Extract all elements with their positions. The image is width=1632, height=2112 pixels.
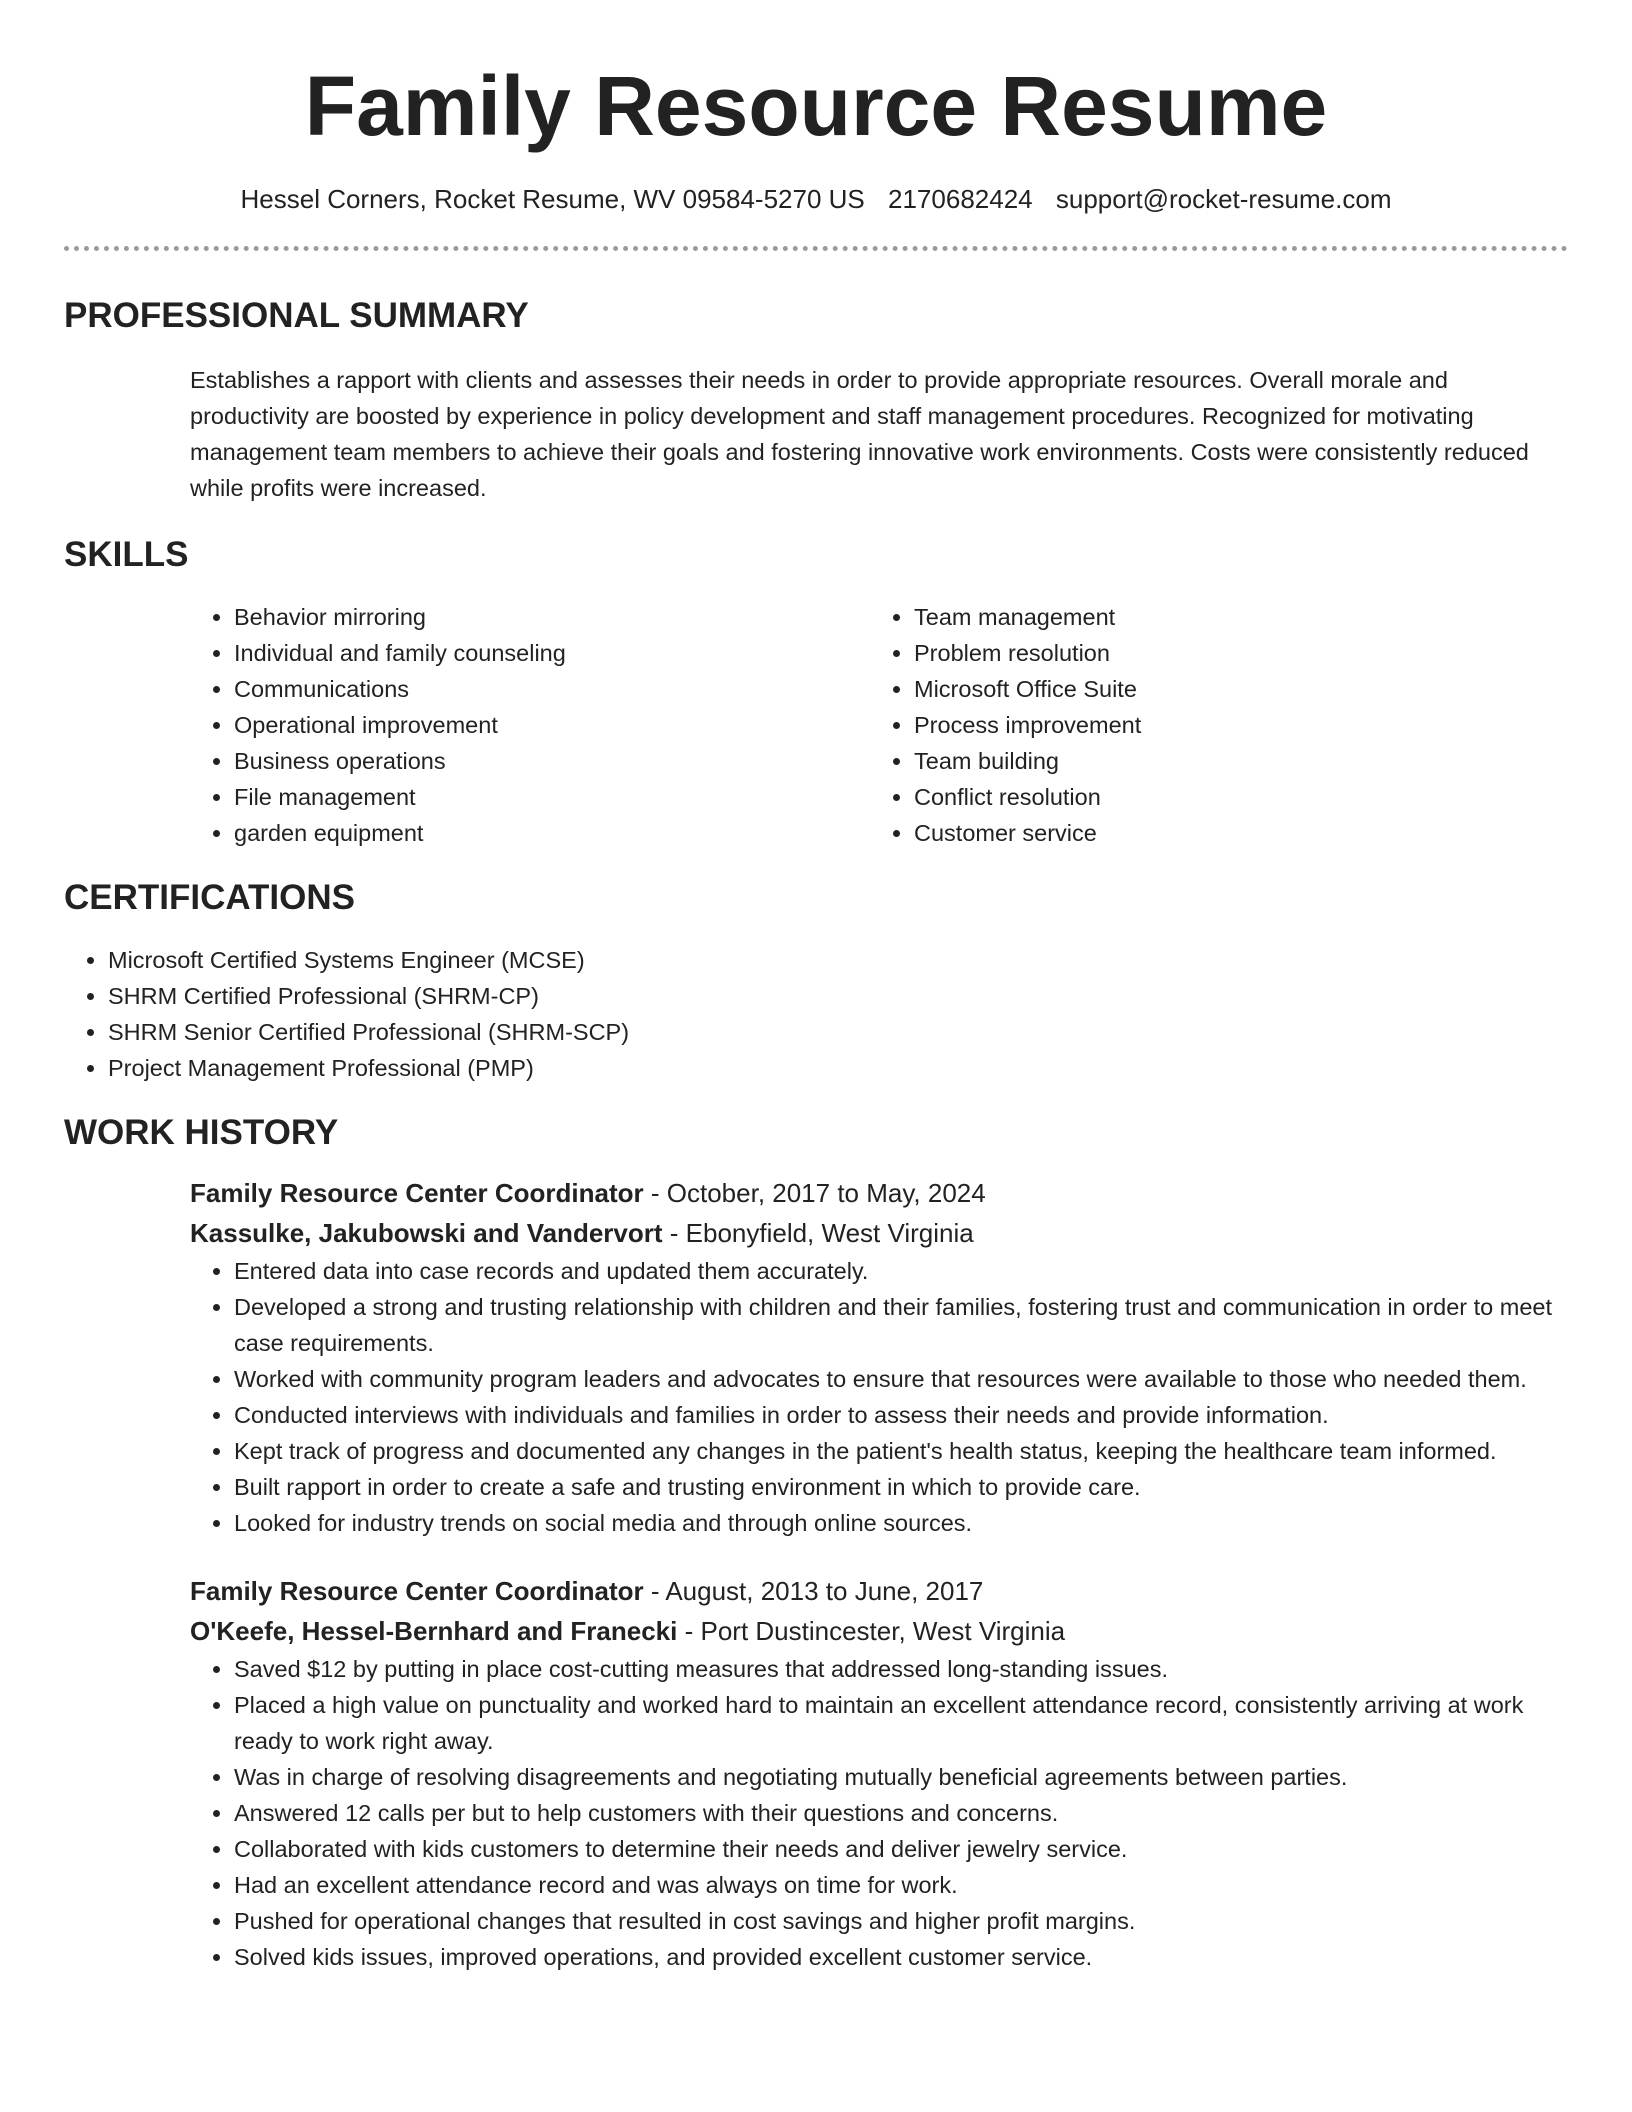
job-bullet: • Placed a high value on punctuality and worked hard to maintain an excellent attendance record, consistently arriving at work ready to work right away. [234,1687,1568,1759]
header-divider [64,246,1568,251]
job-bullet: • Entered data into case records and updated them accurately. [234,1253,1568,1289]
job-title: Family Resource Center Coordinator [190,1178,644,1208]
skill-item: • Operational improvement [234,707,870,743]
summary-text: Establishes a rapport with clients and assesses their needs in order to provide appropriate resources. Overall morale and productivity are boosted by experience in policy development and staff management procedures. Recognized for motivating management team members to achieve their goals and fostering innovative work environments. Costs were consistently reduced while profits were increased. [190,367,1529,501]
job-company: Kassulke, Jakubowski and Vandervort [190,1218,663,1248]
skills-section [64,534,1568,851]
job-bullets [190,1651,1568,1975]
skill-item: • Microsoft Office Suite [914,671,1550,707]
skill-item: • garden equipment [234,815,870,851]
skills-column-left [190,599,870,851]
job-title: Family Resource Center Coordinator [190,1576,644,1606]
job-title-line [190,1571,1568,1611]
certification-item: • Microsoft Certified Systems Engineer (MCSE) [108,942,1568,978]
certifications-heading: CERTIFICATIONS [64,878,356,917]
skill-item: • Business operations [234,743,870,779]
certification-item: • SHRM Certified Professional (SHRM-CP) [108,978,1568,1014]
job-bullet: • Solved kids issues, improved operations, and provided excellent customer service. [234,1939,1568,1975]
certifications-list [64,942,1568,1086]
job-bullet: • Answered 12 calls per but to help customers with their questions and concerns. [234,1795,1568,1831]
job-company: O'Keefe, Hessel-Bernhard and Franecki [190,1616,678,1646]
contact-line [64,182,1568,216]
job-dates: - August, 2013 to June, 2017 [643,1576,984,1606]
skill-item: • Problem resolution [914,635,1550,671]
skill-item: • Team management [914,599,1550,635]
job-bullet: • Worked with community program leaders and advocates to ensure that resources were available to those who needed them. [234,1361,1568,1397]
skills-heading: SKILLS [64,535,189,574]
contact-address: Hessel Corners, Rocket Resume, WV 09584-5270 US [240,184,865,214]
skill-item: • Conflict resolution [914,779,1550,815]
job-bullet: • Pushed for operational changes that resulted in cost savings and higher profit margins. [234,1903,1568,1939]
job-company-line [190,1611,1568,1651]
summary-heading: PROFESSIONAL SUMMARY [64,296,529,335]
job-location: - Port Dustincester, West Virginia [677,1616,1066,1646]
job-bullet: • Saved $12 by putting in place cost-cutting measures that addressed long-standing issues. [234,1651,1568,1687]
skill-item: • File management [234,779,870,815]
certification-item: • Project Management Professional (PMP) [108,1050,1568,1086]
summary-section [64,295,1568,506]
skill-item: • Communications [234,671,870,707]
skill-item: • Team building [914,743,1550,779]
job-entry [190,1173,1568,1541]
skill-item: • Process improvement [914,707,1550,743]
work-history-heading: WORK HISTORY [64,1113,339,1152]
skills-list-right [870,599,1550,851]
contact-phone: 2170682424 [888,184,1033,214]
skills-list-left [190,599,870,851]
job-bullet: • Looked for industry trends on social media and through online sources. [234,1505,1568,1541]
job-bullet: • Was in charge of resolving disagreements and negotiating mutually beneficial agreements between parties. [234,1759,1568,1795]
job-bullet: • Built rapport in order to create a safe and trusting environment in which to provide care. [234,1469,1568,1505]
job-bullet: • Kept track of progress and documented any changes in the patient's health status, keeping the healthcare team informed. [234,1433,1568,1469]
work-history-section [64,1112,1568,1975]
job-location: - Ebonyfield, West Virginia [662,1218,974,1248]
job-title-line [190,1173,1568,1213]
skills-column-right [870,599,1550,851]
job-dates: - October, 2017 to May, 2024 [643,1178,986,1208]
job-company-line [190,1213,1568,1253]
job-bullet: • Developed a strong and trusting relationship with children and their families, fostering trust and communication in order to meet case requirements. [234,1289,1568,1361]
certifications-section [64,877,1568,1086]
job-bullet: • Collaborated with kids customers to determine their needs and deliver jewelry service. [234,1831,1568,1867]
skills-grid [190,599,1568,851]
job-bullet: • Had an excellent attendance record and was always on time for work. [234,1867,1568,1903]
skill-item: • Individual and family counseling [234,635,870,671]
skill-item: • Customer service [914,815,1550,851]
job-entry [190,1571,1568,1975]
certification-item: • SHRM Senior Certified Professional (SHRM-SCP) [108,1014,1568,1050]
job-bullet: • Conducted interviews with individuals and families in order to assess their needs and provide information. [234,1397,1568,1433]
resume-title: Family Resource Resume [304,59,1328,153]
skill-item: • Behavior mirroring [234,599,870,635]
contact-email: support@rocket-resume.com [1055,184,1392,214]
job-bullets [190,1253,1568,1541]
